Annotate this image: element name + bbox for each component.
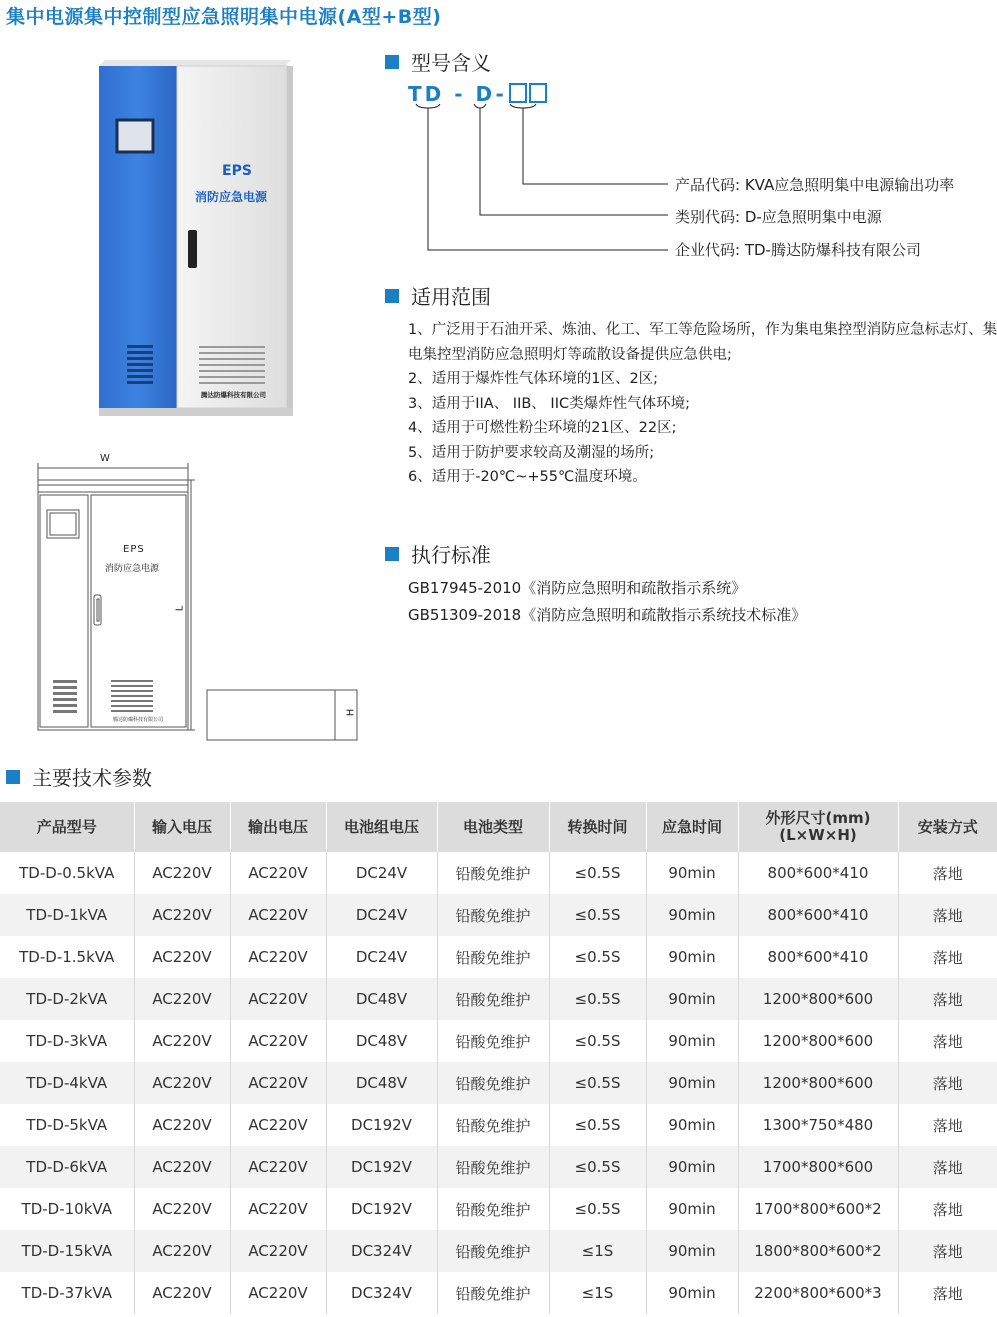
- table-cell: 90min: [646, 1020, 738, 1062]
- table-cell: 1300*750*480: [738, 1104, 898, 1146]
- table-cell: DC192V: [326, 1188, 437, 1230]
- meaning-company-code: 企业代码: TD-腾达防爆科技有限公司: [675, 241, 921, 259]
- eps-cabinet-photo: [95, 60, 295, 420]
- table-cell: DC24V: [326, 894, 437, 936]
- table-cell: 90min: [646, 1104, 738, 1146]
- table-row: [0, 1188, 997, 1230]
- table-cell: AC220V: [230, 852, 326, 894]
- table-cell: ≤1S: [549, 1230, 646, 1272]
- table-cell: 落地: [932, 1284, 963, 1303]
- code-sep: -: [454, 82, 466, 106]
- table-cell: 90min: [646, 852, 738, 894]
- width-label: W: [100, 453, 110, 464]
- table-cell: AC220V: [230, 894, 326, 936]
- table-cell: 落地: [898, 978, 997, 1020]
- length-label: L: [174, 605, 186, 612]
- table-cell: ≤1S: [549, 1272, 646, 1314]
- section-heading: 主要技术参数: [32, 766, 152, 790]
- section-square-icon: [6, 770, 20, 784]
- table-row: [0, 1020, 997, 1062]
- section-square-icon: [385, 547, 399, 561]
- table-cell: AC220V: [134, 978, 230, 1020]
- table-cell: AC220V: [230, 978, 326, 1020]
- table-cell: 1200*800*600: [738, 1062, 898, 1104]
- table-cell: AC220V: [230, 1188, 326, 1230]
- table-cell: AC220V: [134, 1272, 230, 1314]
- table-cell: DC48V: [326, 1020, 437, 1062]
- table-cell: AC220V: [230, 1020, 326, 1062]
- table-cell: 落地: [932, 1200, 963, 1219]
- table-cell: 90min: [646, 978, 738, 1020]
- table-cell: TD-D-1.5kVA: [0, 936, 134, 978]
- table-cell: 1200*800*600: [738, 978, 898, 1020]
- table-cell: DC324V: [326, 1230, 437, 1272]
- table-cell: TD-D-3kVA: [0, 1020, 134, 1062]
- table-cell: AC220V: [230, 1146, 326, 1188]
- table-cell: DC324V: [326, 1272, 437, 1314]
- table-cell: AC220V: [134, 1020, 230, 1062]
- table-row: [0, 1146, 997, 1188]
- table-cell: DC48V: [326, 1062, 437, 1104]
- cabinet-name-label: 消防应急电源: [195, 190, 268, 204]
- drawing-eps-label: EPS: [123, 544, 145, 555]
- table-cell: 800*600*410: [738, 852, 898, 894]
- table-cell: 90min: [646, 1146, 738, 1188]
- table-cell: 铅酸免维护: [437, 1062, 549, 1104]
- table-cell: 1700*800*600: [738, 1146, 898, 1188]
- table-cell: 90min: [646, 1188, 738, 1230]
- table-header-row: [0, 802, 997, 852]
- meaning-product-code: 产品代码: KVA应急照明集中电源输出功率: [675, 176, 955, 194]
- table-cell: 落地: [898, 1230, 997, 1272]
- table-cell: 铅酸免维护: [437, 978, 549, 1020]
- table-row: [0, 1230, 997, 1272]
- header-dim-sub: (L×W×H): [779, 826, 857, 844]
- table-cell: 90min: [646, 1272, 738, 1314]
- table-cell: TD-D-10kVA: [0, 1188, 134, 1230]
- scope-item: 4、适用于可燃性粉尘环境的21区、22区;: [408, 420, 677, 436]
- drawing-name-label: 消防应急电源: [105, 564, 160, 574]
- table-cell: TD-D-5kVA: [0, 1104, 134, 1146]
- section-model-meaning: [385, 47, 491, 76]
- table-cell: AC220V: [134, 852, 230, 894]
- table-row: [0, 1062, 997, 1104]
- table-cell: TD-D-6kVA: [0, 1146, 134, 1188]
- table-cell: ≤0.5S: [549, 894, 646, 936]
- table-cell: AC220V: [230, 936, 326, 978]
- scope-item: 3、适用于IIA、 IIB、 IIC类爆炸性气体环境;: [408, 395, 690, 412]
- scope-item: 2、适用于爆炸性气体环境的1区、2区;: [408, 371, 659, 387]
- table-cell: 落地: [898, 1062, 997, 1104]
- table-cell: TD-D-37kVA: [0, 1272, 134, 1314]
- table-row: [0, 978, 997, 1020]
- table-row: [0, 1104, 997, 1146]
- table-cell: 落地: [932, 864, 963, 883]
- table-cell: DC24V: [326, 852, 437, 894]
- table-cell: ≤0.5S: [549, 852, 646, 894]
- table-cell: 2200*800*600*3: [738, 1272, 898, 1314]
- scope-item: 5、适用于防护要求较高及潮湿的场所;: [408, 444, 655, 461]
- standard-item: GB51309-2018《消防应急照明和疏散指示系统技术标准》: [408, 606, 807, 624]
- section-square-icon: [385, 55, 399, 69]
- table-cell: AC220V: [230, 1104, 326, 1146]
- table-cell: ≤0.5S: [549, 936, 646, 978]
- table-cell: AC220V: [230, 1230, 326, 1272]
- table-cell: TD-D-2kVA: [0, 978, 134, 1020]
- table-cell: 90min: [646, 894, 738, 936]
- table-cell: AC220V: [134, 1104, 230, 1146]
- table-cell: ≤0.5S: [549, 978, 646, 1020]
- header-dim-title: 外形尺寸(mm): [765, 809, 871, 827]
- table-cell: 铅酸免维护: [437, 894, 549, 936]
- table-cell: DC24V: [326, 936, 437, 978]
- table-row: [0, 894, 997, 936]
- table-cell: ≤0.5S: [549, 1020, 646, 1062]
- header-cell: 产品型号: [0, 802, 134, 852]
- table-row: [0, 1272, 997, 1314]
- section-params: [6, 762, 152, 791]
- table-cell: 铅酸免维护: [437, 936, 549, 978]
- drawing-maker-label: 腾达防爆科技有限公司: [113, 717, 164, 723]
- table-cell: 落地: [898, 894, 997, 936]
- scope-item: 6、适用于-20℃~+55℃温度环境。: [408, 469, 647, 485]
- header-cell: 电池类型: [437, 802, 549, 852]
- table-cell: 铅酸免维护: [437, 852, 549, 894]
- section-square-icon: [385, 289, 399, 303]
- table-cell: AC220V: [134, 1146, 230, 1188]
- standards-list: [408, 575, 806, 629]
- table-cell: 90min: [646, 1230, 738, 1272]
- table-cell: DC192V: [326, 1104, 437, 1146]
- table-cell: TD-D-15kVA: [0, 1230, 134, 1272]
- table-cell: ≤0.5S: [549, 1146, 646, 1188]
- table-cell: 落地: [932, 1116, 963, 1135]
- table-cell: 90min: [646, 936, 738, 978]
- code-d: D: [475, 82, 496, 106]
- section-heading: 执行标准: [411, 543, 491, 567]
- header-cell: 电池组电压: [326, 802, 437, 852]
- table-cell: 铅酸免维护: [437, 1104, 549, 1146]
- table-cell: 铅酸免维护: [437, 1272, 549, 1314]
- section-scope: [385, 281, 491, 310]
- table-cell: DC192V: [326, 1146, 437, 1188]
- header-cell: 输出电压: [230, 802, 326, 852]
- table-cell: 1200*800*600: [738, 1020, 898, 1062]
- section-heading: 适用范围: [411, 285, 491, 309]
- table-cell: 落地: [932, 1032, 963, 1051]
- table-cell: 1700*800*600*2: [738, 1188, 898, 1230]
- section-standards: [385, 539, 491, 568]
- dimension-drawing: [35, 455, 365, 745]
- params-table: [0, 802, 997, 1314]
- table-cell: ≤0.5S: [549, 1188, 646, 1230]
- table-row: [0, 936, 997, 978]
- table-cell: ≤0.5S: [549, 1104, 646, 1146]
- standard-item: GB17945-2010《消防应急照明和疏散指示系统》: [408, 579, 747, 597]
- meaning-category-code: 类别代码: D-应急照明集中电源: [675, 208, 882, 226]
- cabinet-maker-label: 腾达防爆科技有限公司: [201, 391, 266, 399]
- table-cell: 铅酸免维护: [437, 1230, 549, 1272]
- table-cell: AC220V: [134, 894, 230, 936]
- table-cell: TD-D-4kVA: [0, 1062, 134, 1104]
- table-cell: TD-D-1kVA: [0, 894, 134, 936]
- cabinet-eps-label: EPS: [222, 163, 252, 179]
- table-cell: 铅酸免维护: [437, 1146, 549, 1188]
- header-cell: 输入电压: [134, 802, 230, 852]
- header-cell-dimensions: [738, 802, 898, 852]
- table-row: [0, 852, 997, 894]
- code-td: TD: [408, 82, 445, 106]
- header-cell: 安装方式: [898, 802, 997, 852]
- table-cell: AC220V: [134, 1188, 230, 1230]
- table-cell: TD-D-0.5kVA: [0, 852, 134, 894]
- section-heading: 型号含义: [411, 51, 491, 75]
- scope-list: [408, 318, 997, 490]
- table-cell: 落地: [932, 948, 963, 967]
- table-cell: 落地: [898, 1146, 997, 1188]
- table-cell: AC220V: [230, 1062, 326, 1104]
- scope-item: 1、广泛用于石油开采、炼油、化工、军工等危险场所，作为集电集控型消防应急标志灯、集电集控型消防应急照明灯等疏散设备提供应急供电;: [408, 322, 997, 363]
- table-cell: 铅酸免维护: [437, 1020, 549, 1062]
- header-cell: 转换时间: [549, 802, 646, 852]
- code-sep: -: [495, 82, 507, 106]
- table-cell: AC220V: [134, 936, 230, 978]
- table-cell: 1800*800*600*2: [738, 1230, 898, 1272]
- header-cell: 应急时间: [646, 802, 738, 852]
- table-cell: AC220V: [230, 1272, 326, 1314]
- table-cell: 90min: [646, 1062, 738, 1104]
- model-code-leader-lines: [400, 100, 670, 260]
- page-title: 集中电源集中控制型应急照明集中电源(A型+B型): [6, 6, 442, 28]
- table-cell: 800*600*410: [738, 936, 898, 978]
- height-label: H: [345, 708, 357, 717]
- table-cell: 铅酸免维护: [437, 1188, 549, 1230]
- table-body: [0, 852, 997, 1314]
- table-cell: AC220V: [134, 1230, 230, 1272]
- table-cell: 800*600*410: [738, 894, 898, 936]
- table-cell: AC220V: [134, 1062, 230, 1104]
- table-cell: DC48V: [326, 978, 437, 1020]
- table-cell: ≤0.5S: [549, 1062, 646, 1104]
